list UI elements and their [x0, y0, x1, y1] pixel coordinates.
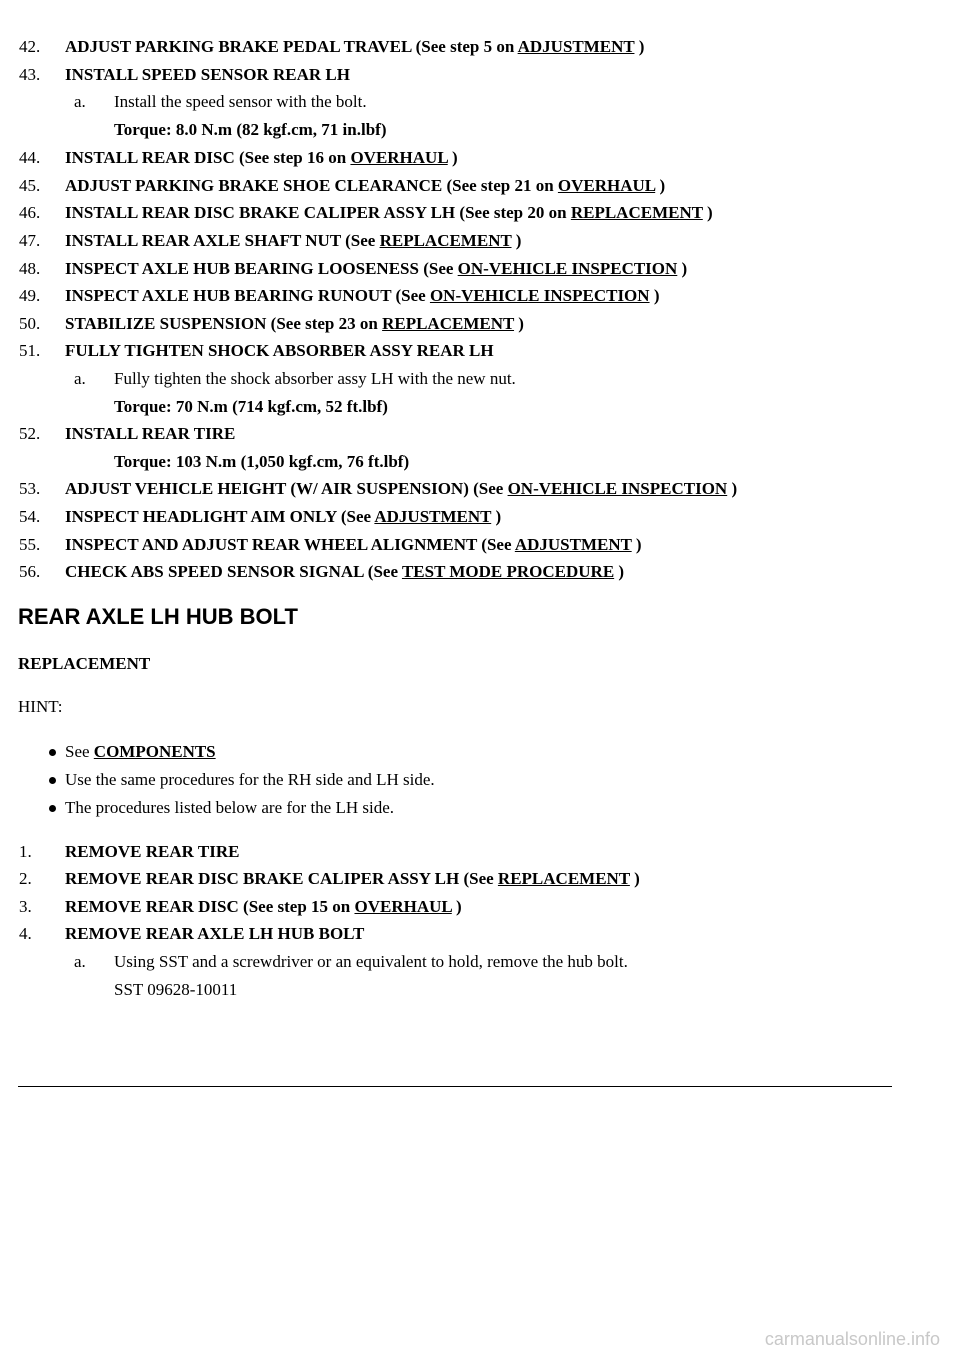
link-replacement[interactable]: REPLACEMENT — [379, 231, 512, 250]
horizontal-rule — [18, 1086, 892, 1087]
link-adjustment[interactable]: ADJUSTMENT — [374, 507, 492, 526]
link-adjustment[interactable]: ADJUSTMENT — [517, 37, 635, 56]
link-test-mode-procedure[interactable]: TEST MODE PROCEDURE — [401, 562, 615, 581]
link-replacement[interactable]: REPLACEMENT — [570, 203, 703, 222]
link-replacement[interactable]: REPLACEMENT — [382, 314, 515, 333]
link-overhaul[interactable]: OVERHAUL — [557, 176, 656, 195]
link-overhaul[interactable]: OVERHAUL — [350, 148, 448, 167]
link-on-vehicle-inspection[interactable]: ON-VEHICLE INSPECTION — [507, 479, 728, 498]
sub-heading: REPLACEMENT — [18, 654, 151, 673]
bullet-icon — [49, 805, 56, 812]
link-on-vehicle-inspection[interactable]: ON-VEHICLE INSPECTION — [429, 286, 650, 305]
link-replacement[interactable]: REPLACEMENT — [497, 869, 630, 888]
bullet-item: See COMPONENTS — [65, 742, 216, 761]
link-overhaul[interactable]: OVERHAUL — [354, 897, 452, 916]
bullet-item: The procedures listed below are for the LH side. — [65, 798, 395, 817]
bullet-item: Use the same procedures for the RH side and LH side. — [65, 770, 435, 789]
link-adjustment[interactable]: ADJUSTMENT — [514, 535, 632, 554]
link-components[interactable]: COMPONENTS — [93, 742, 216, 761]
link-on-vehicle-inspection[interactable]: ON-VEHICLE INSPECTION — [457, 259, 678, 278]
hint-label: HINT: — [18, 697, 63, 716]
watermark: carmanualsonline.info — [764, 1329, 940, 1349]
section-title: REAR AXLE LH HUB BOLT — [18, 604, 298, 629]
bullet-icon — [49, 777, 56, 784]
bullet-icon — [49, 749, 56, 756]
